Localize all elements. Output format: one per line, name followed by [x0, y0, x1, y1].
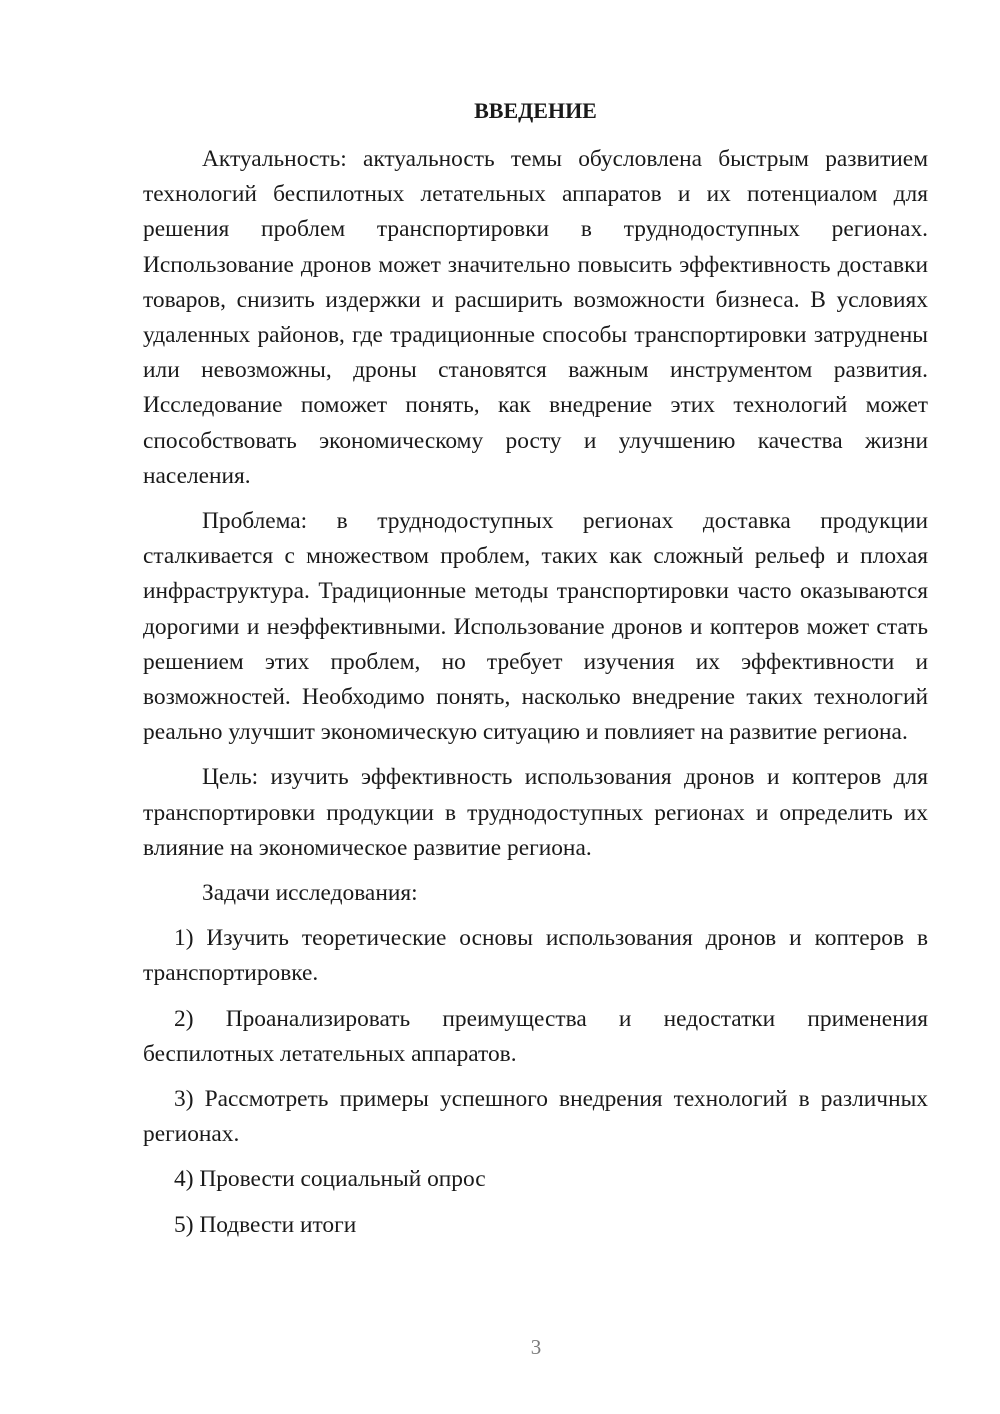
- task-item-4: 4) Провести социальный опрос: [174, 1166, 486, 1193]
- paragraph-relevance: Актуальность: актуальность темы обусловлена быстрым развитием технологий беспилотных летательных аппаратов и их потенциалом для решения проблем транспортировки в труднодоступных регионах. Использование дронов может значительно повысить эффективность доставки товаров, снизить издержки и расширить возможности бизнеса. В условиях удаленных районов, где традиционные способы транспортировки затруднены или невозможны, дроны становятся важным инструментом развития. Исследование поможет понять, как внедрение этих технологий может способствовать экономическому росту и улучшению качества жизни населения.: [143, 146, 928, 489]
- tasks-title: Задачи исследования:: [202, 880, 418, 907]
- section-heading: ВВЕДЕНИЕ: [474, 98, 597, 123]
- paragraph-problem: Проблема: в труднодоступных регионах доставка продукции сталкивается с множеством проблем, таких как сложный рельеф и плохая инфраструктура. Традиционные методы транспортировки часто оказываются дорогими и неэффективными. Использование дронов и коптеров может стать решением этих проблем, но требует изучения их эффективности и возможностей. Необходимо понять, насколько внедрение таких технологий реально улучшит экономическую ситуацию и повлияет на развитие региона.: [143, 508, 928, 746]
- task-item-2: 2) Проанализировать преимущества и недостатки применения беспилотных летательных аппаратов.: [143, 1005, 928, 1067]
- document-body: [143, 142, 928, 1253]
- paragraph-goal: Цель: изучить эффективность использования дронов и коптеров для транспортировки продукции в труднодоступных регионах и определить их влияние на экономическое развитие региона.: [143, 764, 928, 861]
- task-item-5: 5) Подвести итоги: [174, 1211, 357, 1238]
- task-item-1: 1) Изучить теоретические основы использования дронов и коптеров в транспортировке.: [143, 925, 928, 987]
- task-item-3: 3) Рассмотреть примеры успешного внедрения технологий в различных регионах.: [143, 1086, 928, 1148]
- page-number: 3: [530, 1335, 542, 1359]
